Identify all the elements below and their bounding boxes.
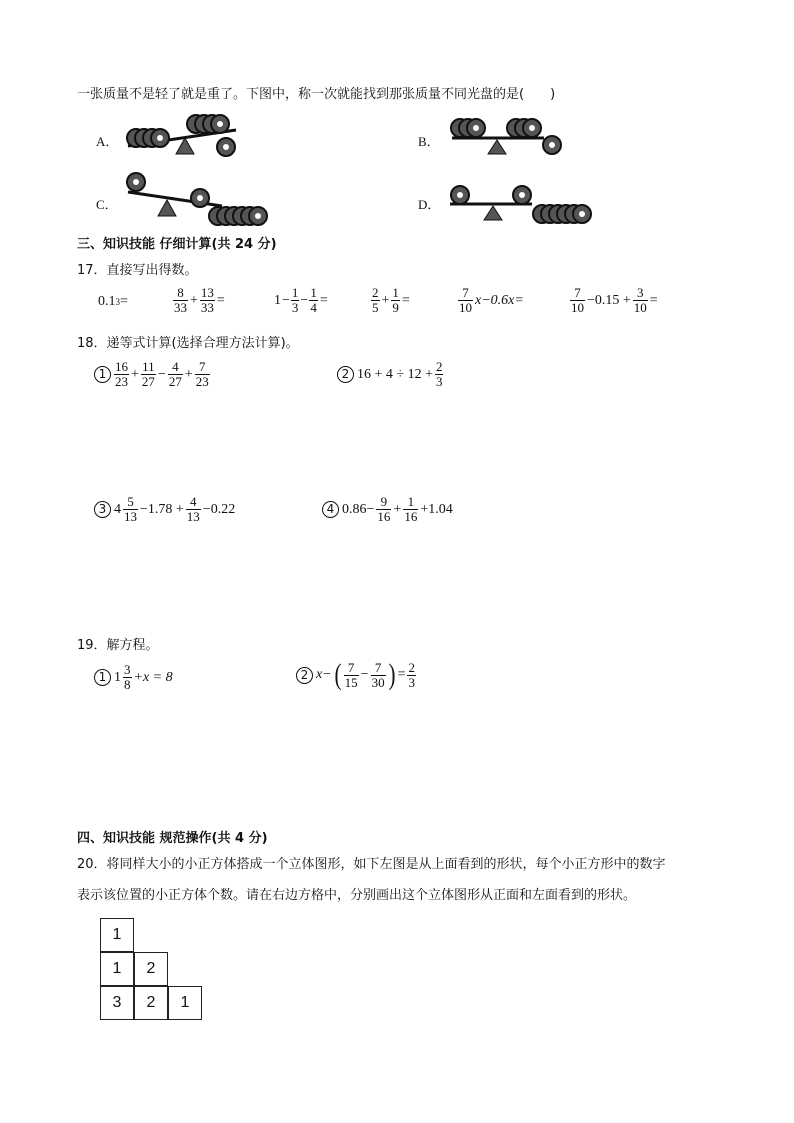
option-b-balance-image: [448, 112, 568, 158]
question-18-title: 18．递等式计算(选择合理方法计算)。: [77, 336, 299, 351]
section-3-title: 三、知识技能 仔细计算(共 24 分): [77, 237, 277, 252]
option-c-balance-image: [122, 170, 272, 228]
fraction: $\frac{7}{10}$: [571, 285, 584, 315]
grid-cell: 1: [100, 918, 134, 952]
q19-problem-1: 1 1 $\frac{3}{8}$ +x = 8: [94, 663, 174, 692]
question-16-text: 一张质量不是轻了就是重了。下图中，称一次就能找到那张质量不同光盘的是( ): [77, 87, 556, 102]
q17-item-6: $\frac{7}{10}$ −0.15 + $\frac{3}{10}$ =: [571, 285, 658, 315]
q18-problem-1: 1 $\frac{16}{23}$ + $\frac{11}{27}$ − $\frac{4}{27}$ + $\frac{7}{23}$: [94, 360, 211, 389]
q17-item-2: $\frac{8}{33}$ + $\frac{13}{33}$ =: [174, 285, 225, 315]
option-a-label: A．: [96, 134, 119, 149]
fraction: $\frac{1}{3}$: [291, 285, 299, 315]
grid-cell: 3: [100, 986, 134, 1020]
circled-number: 1: [94, 669, 111, 686]
fraction: $\frac{2}{5}$: [372, 285, 379, 315]
circled-number: 4: [322, 501, 339, 518]
question-20-line-2: 表示该位置的小正方体个数。请在右边方格中，分别画出这个立体图形从正面和左面看到的形状。: [77, 888, 637, 903]
fraction: $\frac{1}{4}$: [310, 285, 317, 315]
section-4-title: 四、知识技能 规范操作(共 4 分): [77, 831, 268, 846]
q17-1-exponent: 3: [115, 297, 120, 307]
fraction: $\frac{13}{33}$: [200, 285, 214, 315]
circled-number: 2: [337, 366, 354, 383]
circled-number: 3: [94, 501, 111, 518]
fraction: $\frac{1}{9}$: [392, 285, 399, 315]
fraction: $\frac{8}{33}$: [174, 285, 187, 315]
fraction: $\frac{7}{10}$: [459, 285, 472, 315]
circled-number: 2: [296, 667, 313, 684]
q17-item-5: $\frac{7}{10}$ x−0.6x=: [459, 285, 524, 315]
option-b-label: B．: [418, 134, 440, 149]
option-d-balance-image: [446, 182, 596, 226]
question-17-title: 17．直接写出得数。: [77, 263, 198, 278]
q17-item-1: [98, 294, 128, 310]
grid-cell: 1: [100, 952, 134, 986]
q18-problem-2: 2 16 + 4 ÷ 12 + $\frac{2}{3}$: [337, 360, 444, 389]
q17-item-4: $\frac{2}{5}$ + $\frac{1}{9}$ =: [372, 285, 410, 315]
fraction: $\frac{3}{10}$: [633, 285, 647, 315]
grid-cell: 2: [134, 952, 168, 986]
option-a-balance-image: [124, 110, 244, 160]
q19-problem-2: 2 x− ( $\frac{7}{15}$ − $\frac{7}{30}$ ) = $\frac{2}{3}$: [296, 660, 417, 690]
question-20-line-1: 20．将同样大小的小正方体搭成一个立体图形，如下左图是从上面看到的形状，每个小正方形中的数字: [77, 857, 666, 872]
circled-number: 1: [94, 366, 111, 383]
right-paren: ): [388, 658, 396, 691]
grid-cell: 1: [168, 986, 202, 1020]
q17-1-equals: =: [120, 294, 128, 309]
q18-problem-3: 3 4 $\frac{5}{13}$ −1.78 + $\frac{4}{13}$ −0.22: [94, 495, 236, 524]
option-c-label: C．: [96, 197, 118, 212]
grid-cell: 2: [134, 986, 168, 1020]
question-19-title: 19．解方程。: [77, 638, 159, 653]
q18-problem-4: 4 0.86− $\frac{9}{16}$ + $\frac{1}{16}$ +1.04: [322, 495, 454, 524]
option-d-label: D．: [418, 197, 441, 212]
left-paren: (: [334, 658, 342, 691]
q17-1-base: 0.1: [98, 294, 116, 309]
q17-item-3: 1 − $\frac{1}{3}$ − $\frac{1}{4}$ =: [274, 285, 328, 315]
